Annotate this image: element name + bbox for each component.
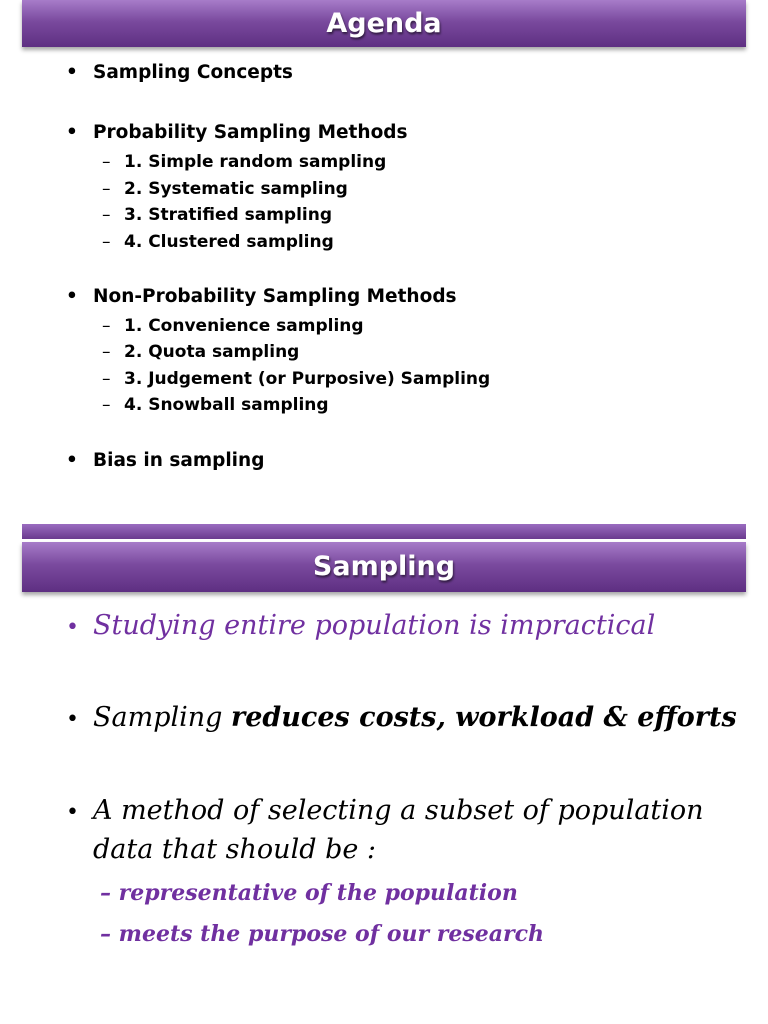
agenda-item [66,286,457,307]
dash-icon: – [102,316,111,336]
agenda-subitem [102,369,490,389]
bullet-icon: • [66,800,79,825]
sampling-point-line1: A method of selecting a subset of population [93,795,704,826]
agenda-subitem-label: 1. Convenience sampling [124,316,364,336]
agenda-item [66,62,293,83]
agenda-subitem [102,205,332,225]
agenda-item-label: Non-Probability Sampling Methods [93,286,457,307]
sampling-point-text: Studying entire population is impractical [93,610,656,641]
agenda-subitem [102,395,329,415]
bullet-icon: • [66,450,78,471]
bullet-icon: • [66,62,78,83]
agenda-subitem-label: 3. Stratified sampling [124,205,333,225]
agenda-item-label: Sampling Concepts [93,62,293,83]
dash-icon: – [102,342,111,362]
agenda-item-label: Bias in sampling [93,450,265,471]
agenda-title: Agenda [22,0,746,47]
sampling-point [66,610,655,641]
bullet-icon: • [66,615,79,640]
sampling-point [66,702,737,733]
sampling-point-emphasis: reduces costs, workload & efforts [231,702,737,733]
agenda-subitem-label: 4. Clustered sampling [124,232,334,252]
agenda-subitem [102,232,334,252]
dash-icon: – [102,395,111,415]
sampling-slide [0,512,768,1024]
dash-icon: – [102,232,111,252]
agenda-subitem-label: 2. Quota sampling [124,342,300,362]
sampling-subpoint-text: meets the purpose of our research [118,921,544,947]
sampling-title: Sampling [22,542,746,592]
sampling-point [66,795,704,826]
agenda-item [66,450,264,471]
agenda-subitem-label: 3. Judgement (or Purposive) Sampling [124,369,491,389]
sampling-point-line2: data that should be : [93,834,377,865]
bullet-icon: • [66,122,78,143]
agenda-item [66,122,408,143]
dash-icon: – [100,880,111,906]
dash-icon: – [102,205,111,225]
agenda-subitem-label: 2. Systematic sampling [124,179,348,199]
bullet-icon: • [66,707,79,732]
sampling-subpoint [100,880,518,906]
dash-icon: – [102,179,111,199]
dash-icon: – [102,369,111,389]
agenda-subitem-label: 4. Snowball sampling [124,395,329,415]
header-divider [22,524,746,539]
sampling-point-prefix: Sampling [93,702,232,733]
sampling-subpoint [100,921,544,947]
bullet-icon: • [66,286,78,307]
agenda-subitem [102,179,348,199]
agenda-subitem-label: 1. Simple random sampling [124,152,387,172]
agenda-subitem [102,152,386,172]
agenda-subitem [102,316,364,336]
dash-icon: – [100,921,111,947]
dash-icon: – [102,152,111,172]
sampling-subpoint-text: representative of the population [118,880,518,906]
agenda-item-label: Probability Sampling Methods [93,122,408,143]
agenda-subitem [102,342,299,362]
